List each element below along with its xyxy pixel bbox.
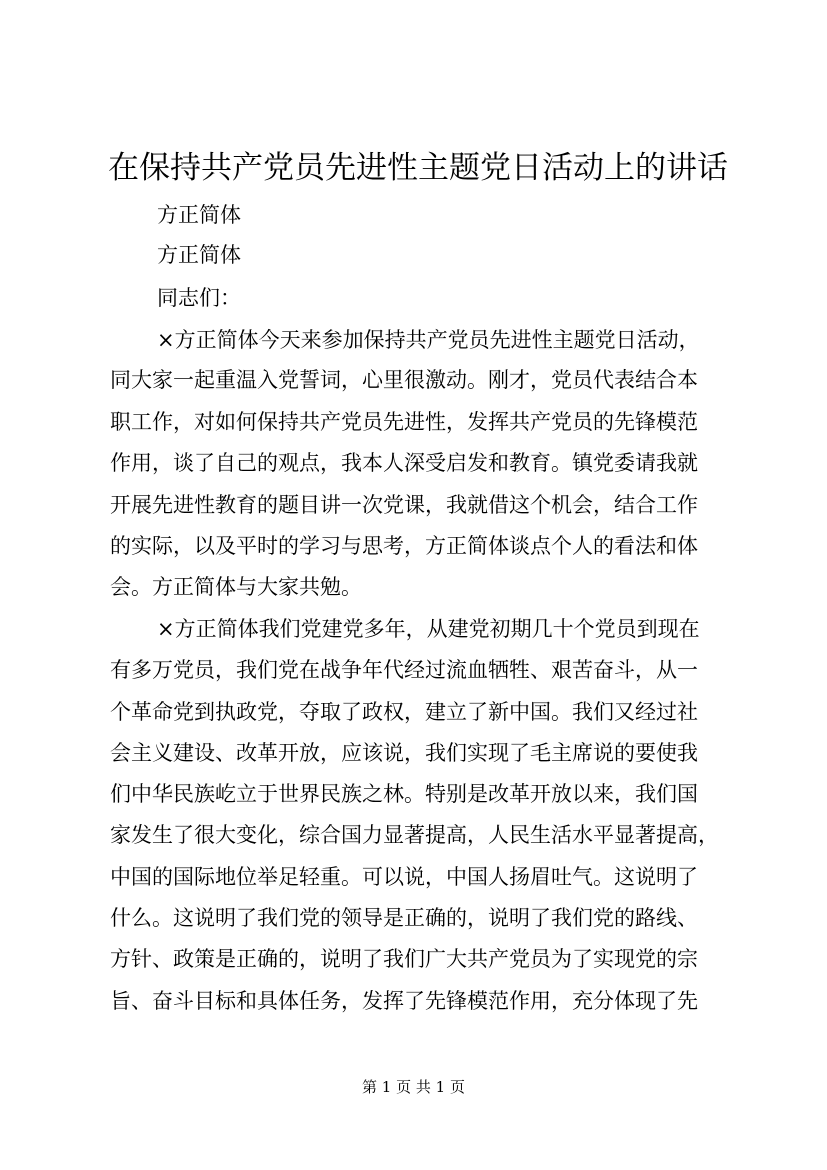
- paragraph-line: 职工作，对如何保持共产党员先进性，发挥共产党员的先锋模范: [110, 410, 698, 434]
- paragraph-line: 开展先进性教育的题目讲一次党课，我就借这个机会，结合工作: [110, 493, 698, 517]
- paragraph-line: 同大家一起重温入党誓词，心里很激动。刚才，党员代表结合本: [110, 368, 698, 392]
- paragraph-line: 的实际，以及平时的学习与思考，方正简体谈点个人的看法和体: [110, 534, 698, 558]
- paragraph-line: 中国的国际地位举足轻重。可以说，中国人扬眉吐气。这说明了: [110, 865, 698, 889]
- document-title: 在保持共产党员先进性主题党日活动上的讲话: [108, 150, 728, 186]
- paragraph-line: 们中华民族屹立于世界民族之林。特别是改革开放以来，我们国: [110, 782, 698, 806]
- paragraph-line: 方针、政策是正确的，说明了我们广大共产党员为了实现党的宗: [110, 947, 698, 971]
- paragraph-line: ×方正简体今天来参加保持共产党员先进性主题党日活动，: [157, 328, 700, 352]
- salutation: 同志们：: [157, 286, 241, 310]
- paragraph-line: 作用，谈了自己的观点，我本人深受启发和教育。镇党委请我就: [110, 451, 698, 475]
- paragraph-line: 会主义建设、改革开放，应该说，我们实现了毛主席说的要使我: [110, 741, 698, 765]
- paragraph-line: ×方正简体我们党建党多年，从建党初期几十个党员到现在: [157, 617, 700, 641]
- paragraph-line: 有多万党员，我们党在战争年代经过流血牺牲、艰苦奋斗，从一: [110, 658, 698, 682]
- paragraph-line: 什么。这说明了我们党的领导是正确的，说明了我们党的路线、: [110, 906, 698, 930]
- paragraph-line: 家发生了很大变化，综合国力显著提高，人民生活水平显著提高，: [110, 823, 719, 847]
- paragraph-line: 个革命党到执政党，夺取了政权，建立了新中国。我们又经过社: [110, 700, 698, 724]
- subtitle-line: 方正简体: [157, 243, 241, 267]
- paragraph-line: 会。方正简体与大家共勉。: [110, 575, 362, 599]
- subtitle-line: 方正简体: [157, 203, 241, 227]
- page-footer: 第 1 页 共 1 页: [362, 1078, 465, 1096]
- paragraph-line: 旨、奋斗目标和具体任务，发挥了先锋模范作用，充分体现了先: [110, 989, 698, 1013]
